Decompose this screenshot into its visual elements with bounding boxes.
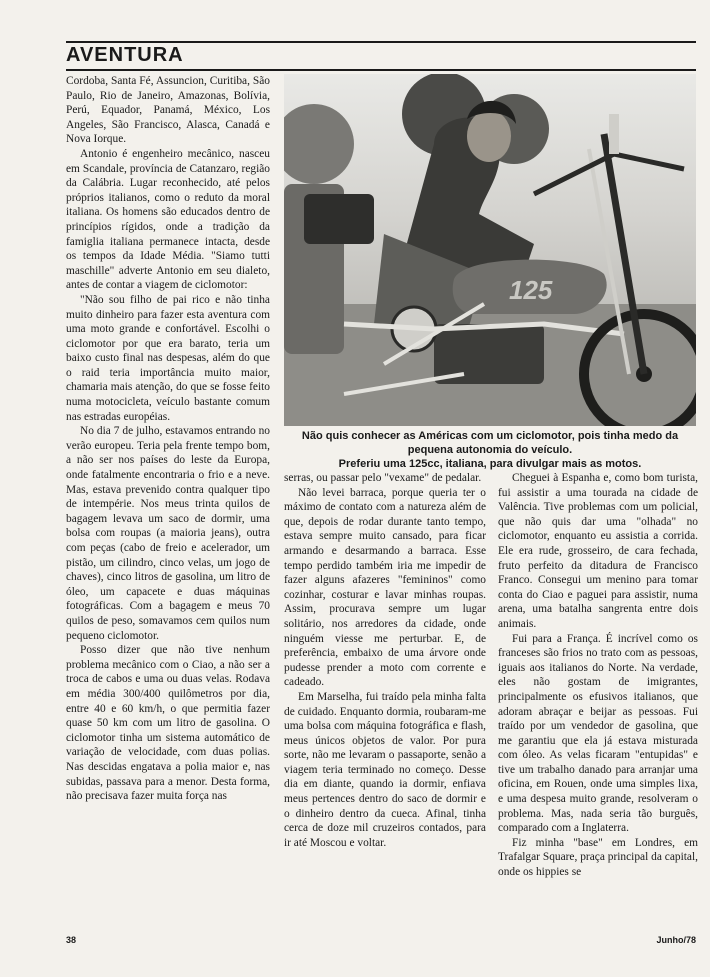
paragraph: Posso dizer que não tive nenhum problema mecânico com o Ciao, a não ser a troca de cabos e uma ou duas velas. Rodava em média 300/400 quilômetros por dia, entre 40 e 60 km/h, o que permitia fazer quase 50 km com um litro de gasolina. O ciclomotor tinha um sistema automático de variação de velocidade, com duas polias. Nas descidas engatava a polia maior e, nas subidas, passava para a menor. Desta forma, não precisava fazer muita força nas <box>66 644 270 803</box>
section-title: AVENTURA <box>66 44 184 66</box>
paragraph: Cordoba, Santa Fé, Assuncion, Curitiba, São Paulo, Rio de Janeiro, Amazonas, Bolívia, Perú, Equador, Panamá, México, Los Angeles, São Francisco, Alasca, Canadá e Nova Iorque. <box>66 75 270 146</box>
photo-caption <box>284 429 696 471</box>
paragraph: No dia 7 de julho, estavamos entrando no verão europeu. Teria pela frente tempo bom, a não ser nos países do leste da Europa, onde fatalmente encontraria o frio e a neve. Mas, estava prevenido contra qualquer tipo de intempérie. Nos meus trinta quilos de bagagem levava um saco de dormir, uma bolsa com roupas (a maioria jeans), outra com peças (cabo de freio e acelerador, um pistão, um cilindro, cinco velas, um jogo de chaves), cinco litros de gasolina, um litro de óleo, um capacete e duas máquinas fotográficas. Com a bagagem e meus 70 quilos de peso, somavamos cem quilos num pequeno ciclomotor. <box>66 425 270 642</box>
paragraph: "Não sou filho de pai rico e não tinha muito dinheiro para fazer esta aventura com uma moto grande e confortável. Escolhi o ciclomotor por que era barato, teria um baixo custo final nas despesas, além do que o raid teria importância muito maior, chamaria mais atenção, do que se fosse feito numa motocicleta, veículo bastante comum nas estradas européias. <box>66 293 270 423</box>
right-column <box>498 471 698 880</box>
svg-text:125: 125 <box>509 275 553 305</box>
paragraph: Fiz minha "base" em Londres, em Trafalgar Square, praça principal da capital, onde os hippies se <box>498 836 698 879</box>
paragraph: serras, ou passar pelo "vexame" de pedalar. <box>284 472 482 484</box>
paragraph: Antonio é engenheiro mecânico, nasceu em Scandale, província de Catanzaro, região da Calábria. Lugar reconhecido, até pelos próprios italianos, como o reduto da moral italiana. Os homens são educados dentro de princípios rígidos, onde a tradição da famiglia italiana permanece intacta, desde os tempos da Idade Média. "Siamo tutti maschille" adverte Antonio em seu dialeto, antes de contar a viagem de ciclomotor: <box>66 147 270 292</box>
paragraph: Não levei barraca, porque queria ter o máximo de contato com a natureza além de que, depois de rodar durante tanto tempo, estava sempre muito cansado, para ficar armando e desarmando a barraca. Esse tempo perdido também iria me impedir de fazer alguns afazeres "femininos" como cozinhar, costurar e lavar minhas roupas. Assim, procurava sempre um lugar solitário, nos arredores da cidade, onde ninguém viesse me perturbar. E, de preferência, embaixo de uma árvore onde pudesse prender a moto com corrente e cadeado. <box>284 486 486 689</box>
paragraph: Fui para a França. É incrível como os franceses são frios no trato com as pessoas, iguais aos italianos do Norte. Na verdade, eles não gostam de imigrantes, principalmente os efusivos italianos, que adoram abraçar e beijar as pessoas. Fui traído por um vendedor de gasolina, que me garantiu que ela já estava misturada com óleo. As velas ficaram "entupidas" e tive um trabalho danado para arranjar uma oficina, em Rouen, onde uma simples lixa, e uma despesa muito grande, resolveram o problema. Mas, nada seria tão burguês, comparado com a Inglaterra. <box>498 632 698 835</box>
page-number: 38 <box>66 935 77 945</box>
title-rule <box>66 69 696 71</box>
caption-line: Preferiu uma 125cc, italiana, para divulgar mais as motos. <box>338 458 642 470</box>
issue-date: Junho/78 <box>656 935 696 945</box>
caption-line: Não quis conhecer as Américas com um ciclomotor, pois tinha medo da pequena autonomia do veículo. <box>301 430 679 456</box>
middle-column <box>284 471 486 850</box>
paragraph: Em Marselha, fui traído pela minha falta de cuidado. Enquanto dormia, roubaram-me uma bolsa com máquina fotográfica e flash, meus únicos objetos de valor. Por pura sorte, não me levaram o passaporte, senão a viagem teria terminado no começo. Desse dia em diante, quando ia dormir, enfiava meus pertences dentro do saco de dormir e o dinheiro dentro da cueca. Afinal, tinha cerca de doze mil cruzeiros contados, para ir até Moscou e voltar. <box>284 690 486 849</box>
paragraph: Cheguei à Espanha e, como bom turista, fui assistir a uma tourada na cidade de Valência. Tive problemas com um policial, que não quis dar uma "olhada" no ciclomotor, enquanto eu assistia a corrida. Ele era rude, grosseiro, de cara fechada, fruto perfeito da ditadura de Francisco Franco. Consegui um menino para tomar conta do Ciao e paguei para assistir, numa arena, uma batalha sangrenta entre dois animais. <box>498 472 698 630</box>
left-column <box>66 74 270 804</box>
motorcycle-rider-photo <box>284 74 696 426</box>
